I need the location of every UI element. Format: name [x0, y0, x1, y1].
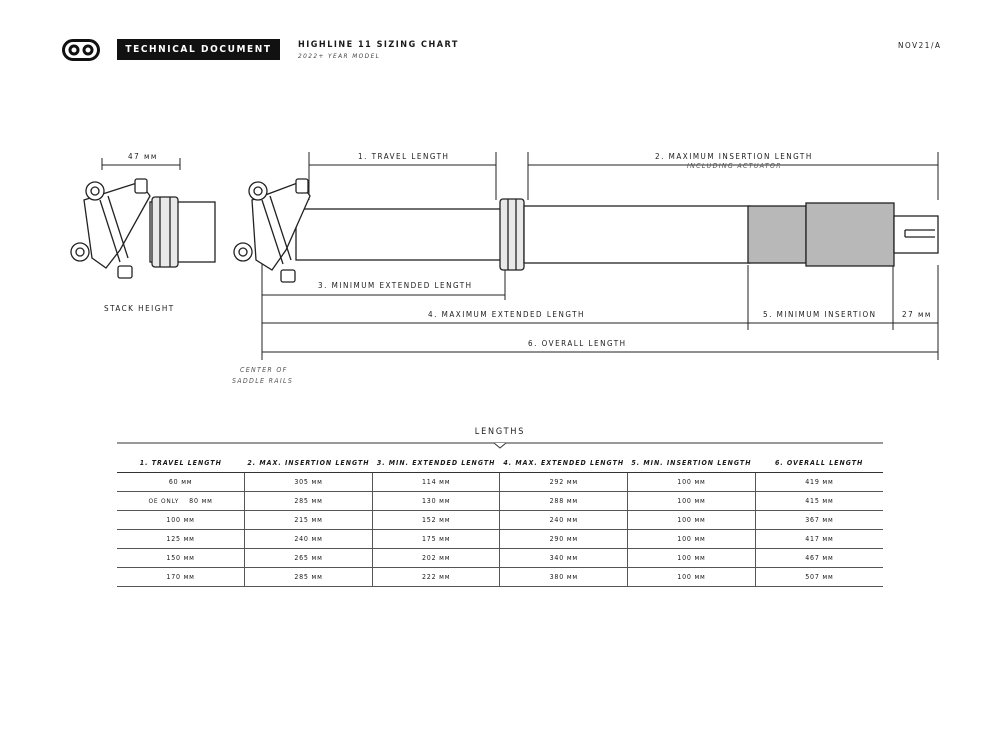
table-top-rule	[117, 440, 883, 450]
header-overall-length: 6. OVERALL LENGTH	[755, 453, 883, 473]
oe-only-note: OE ONLY	[148, 497, 180, 505]
min-extended-label: 3. MINIMUM EXTENDED LENGTH	[318, 281, 473, 290]
seatpost-full-view	[234, 179, 938, 282]
stack-height-head-view	[71, 179, 215, 278]
table-cell: 170 мм	[117, 568, 245, 587]
stack-height-label: STACK HEIGHT	[104, 304, 175, 313]
document-subtitle: 2022+ YEAR MODEL	[298, 52, 381, 60]
header-travel-length: 1. TRAVEL LENGTH	[117, 453, 245, 473]
table-cell: 292 мм	[500, 473, 628, 492]
header-max-insertion: 2. MAX. INSERTION LENGTH	[245, 453, 373, 473]
lengths-title: LENGTHS	[474, 427, 526, 437]
center-of-label: CENTER OF	[240, 366, 288, 374]
table-cell: 380 мм	[500, 568, 628, 587]
table-cell: OE ONLY 80 мм	[117, 492, 245, 511]
saddle-rails-label: SADDLE RAILS	[232, 377, 294, 385]
table-header-row	[117, 453, 883, 473]
table-row	[117, 530, 883, 549]
table-cell: 240 мм	[500, 511, 628, 530]
header-min-insertion: 5. MIN. INSERTION LENGTH	[628, 453, 756, 473]
table-cell: 507 мм	[755, 568, 883, 587]
table-cell: 114 мм	[372, 473, 500, 492]
table-cell: 305 мм	[245, 473, 373, 492]
max-extended-label: 4. MAXIMUM EXTENDED LENGTH	[428, 310, 585, 319]
document-type-badge: TECHNICAL DOCUMENT	[117, 39, 280, 60]
table-cell: 290 мм	[500, 530, 628, 549]
table-row	[117, 568, 883, 587]
table-cell: 150 мм	[117, 549, 245, 568]
table-cell: 60 мм	[117, 473, 245, 492]
table-cell: 285 мм	[245, 568, 373, 587]
document-code: NOV21/A	[898, 41, 942, 50]
table-cell: 415 мм	[755, 492, 883, 511]
table-cell: 125 мм	[117, 530, 245, 549]
table-cell: 202 мм	[372, 549, 500, 568]
table-cell: 100 мм	[628, 473, 756, 492]
header-min-extended: 3. MIN. EXTENDED LENGTH	[372, 453, 500, 473]
table-cell: 419 мм	[755, 473, 883, 492]
table-cell: 222 мм	[372, 568, 500, 587]
table-cell: 152 мм	[372, 511, 500, 530]
min-insertion-label: 5. MINIMUM INSERTION	[763, 310, 877, 319]
table-cell: 175 мм	[372, 530, 500, 549]
travel-length-label: 1. TRAVEL LENGTH	[358, 152, 450, 161]
table-row	[117, 473, 883, 492]
header-max-extended: 4. MAX. EXTENDED LENGTH	[500, 453, 628, 473]
table-cell: 100 мм	[117, 511, 245, 530]
table-cell: 100 мм	[628, 530, 756, 549]
lengths-table	[117, 453, 883, 587]
actuator-dimension-label: 27 мм	[902, 310, 932, 319]
table-cell: 100 мм	[628, 492, 756, 511]
stack-dimension-label: 47 мм	[128, 152, 158, 161]
table-cell: 215 мм	[245, 511, 373, 530]
table-cell: 100 мм	[628, 511, 756, 530]
table-cell: 100 мм	[628, 568, 756, 587]
table-cell: 265 мм	[245, 549, 373, 568]
table-row	[117, 549, 883, 568]
table-cell: 367 мм	[755, 511, 883, 530]
table-row	[117, 511, 883, 530]
table-cell: 240 мм	[245, 530, 373, 549]
overall-length-label: 6. OVERALL LENGTH	[528, 339, 627, 348]
table-row	[117, 492, 883, 511]
table-cell: 340 мм	[500, 549, 628, 568]
document-title: HIGHLINE 11 SIZING CHART	[298, 40, 459, 50]
table-cell: 288 мм	[500, 492, 628, 511]
table-cell: 100 мм	[628, 549, 756, 568]
table-cell: 467 мм	[755, 549, 883, 568]
table-cell: 285 мм	[245, 492, 373, 511]
table-cell: 130 мм	[372, 492, 500, 511]
max-insertion-label: 2. MAXIMUM INSERTION LENGTH	[655, 152, 813, 161]
table-cell: 417 мм	[755, 530, 883, 549]
including-actuator-label: INCLUDING ACTUATOR	[687, 162, 782, 170]
